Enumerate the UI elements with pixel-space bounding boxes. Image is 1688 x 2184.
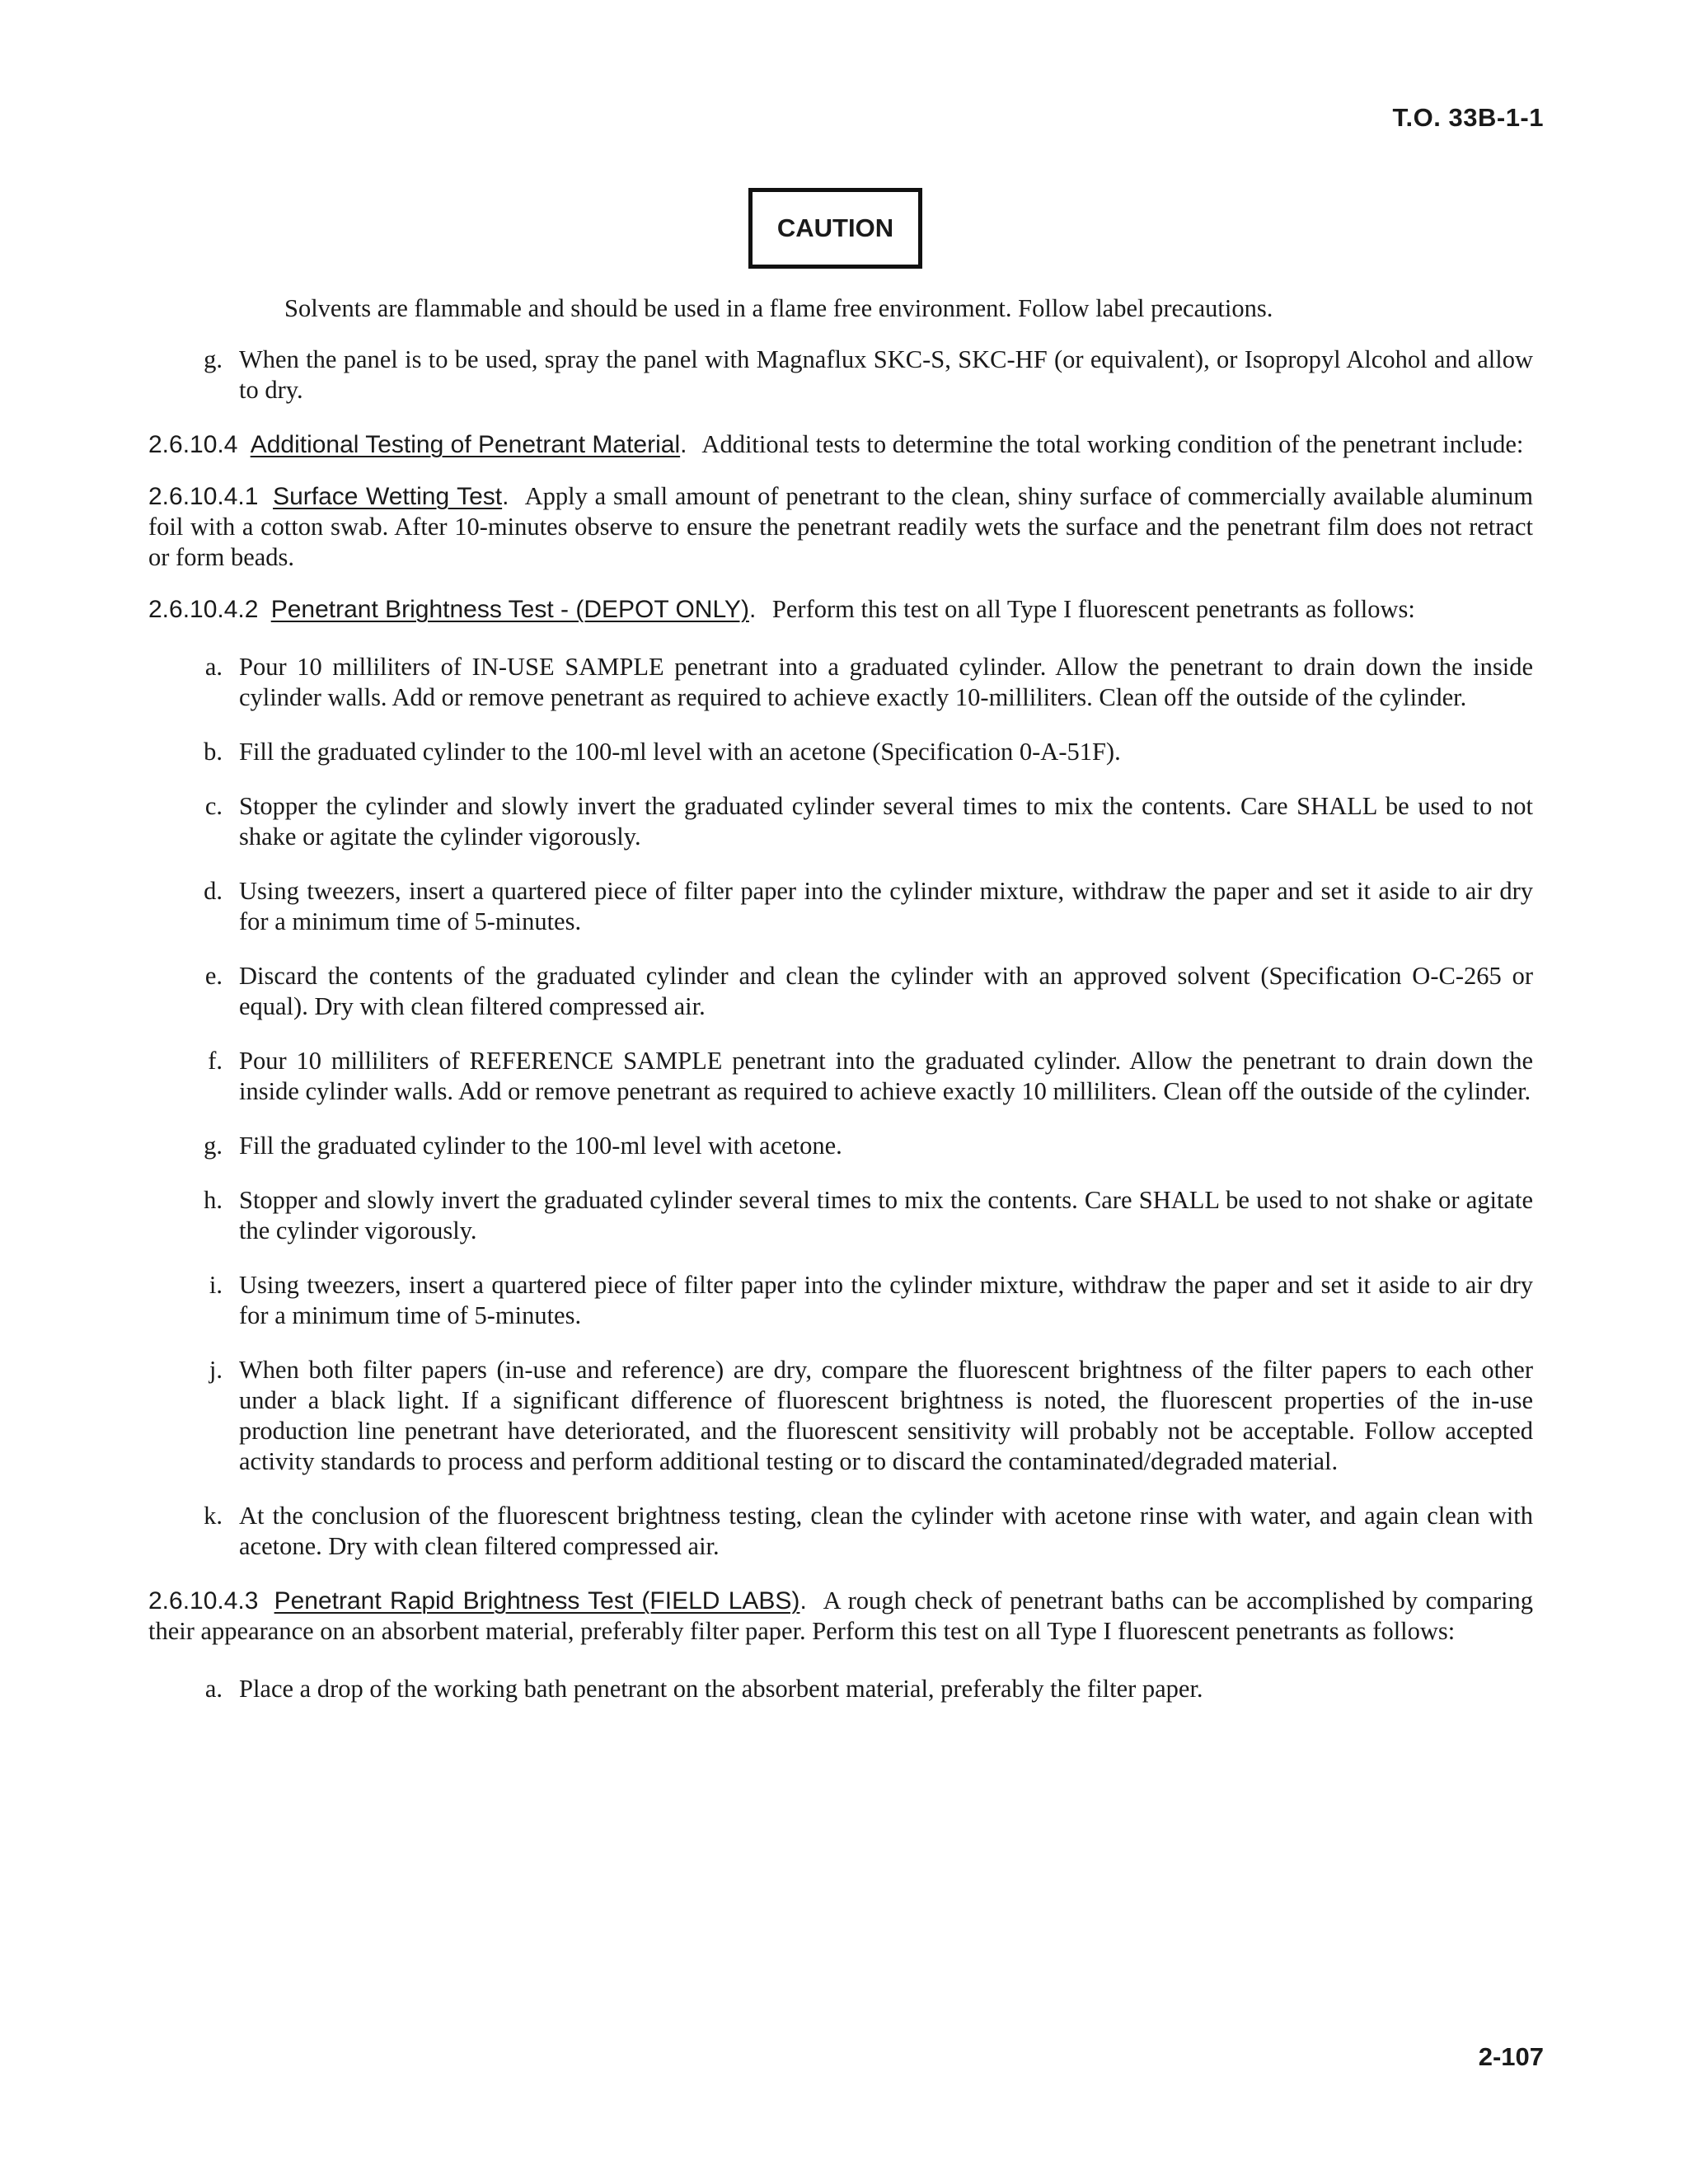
item-text: Stopper and slowly invert the graduated cylinder several times to mix the contents. Care SHALL be used to not shake or agitate the cylinder vigorously. — [239, 1186, 1533, 1244]
section-number: 2.6.10.4.2 — [148, 596, 259, 623]
section-number: 2.6.10.4.3 — [148, 1587, 259, 1615]
document-body — [148, 293, 1533, 1728]
caution-label: CAUTION — [776, 213, 894, 242]
list-item — [148, 1046, 1533, 1107]
item-letter: a. — [204, 653, 223, 681]
item-letter: j. — [209, 1356, 223, 1384]
list-item — [148, 1270, 1533, 1331]
list-item — [148, 1131, 1533, 1161]
list-item — [148, 1674, 1533, 1704]
item-letter: b. — [204, 738, 223, 766]
item-letter: g. — [204, 1132, 223, 1160]
item-text: Pour 10 milliliters of IN-USE SAMPLE penetrant into a graduated cylinder. Allow the penetrant to drain down the inside cylinder walls. Add or remove penetrant as required to achieve exactly 10-milliliters. Clean off the outside of the cylinder. — [239, 653, 1533, 711]
list-item — [148, 791, 1533, 852]
item-letter: g. — [204, 345, 223, 373]
field-steps-list — [148, 1674, 1533, 1704]
item-text: At the conclusion of the fluorescent brightness testing, clean the cylinder with acetone rinse with water, and again clean with acetone. Dry with clean filtered compressed air. — [239, 1502, 1533, 1560]
item-text: Using tweezers, insert a quartered piece of filter paper into the cylinder mixture, withdraw the paper and set it aside to air dry for a minimum time of 5-minutes. — [239, 877, 1533, 935]
item-text: Using tweezers, insert a quartered piece of filter paper into the cylinder mixture, withdraw the paper and set it aside to air dry for a minimum time of 5-minutes. — [239, 1271, 1533, 1329]
item-letter: a. — [204, 1675, 223, 1703]
list-item — [148, 1185, 1533, 1246]
item-text: Fill the graduated cylinder to the 100-ml level with an acetone (Specification 0-A-51F). — [239, 738, 1121, 766]
list-item — [148, 1355, 1533, 1477]
item-text: Pour 10 milliliters of REFERENCE SAMPLE penetrant into the graduated cylinder. Allow the penetrant to drain down the inside cylinder walls. Add or remove penetrant as required to achieve exactly 10 milliliters. Clean off the outside of the cylinder. — [239, 1047, 1533, 1105]
list-item — [148, 1501, 1533, 1562]
section-title: Penetrant Brightness Test - (DEPOT ONLY) — [270, 596, 749, 623]
item-text: When the panel is to be used, spray the panel with Magnaflux SKC-S, SKC-HF (or equivalent), or Isopropyl Alcohol and allow to dry. — [239, 345, 1533, 404]
item-text: Fill the graduated cylinder to the 100-ml level with acetone. — [239, 1132, 842, 1160]
list-item — [148, 344, 1533, 405]
section-title: Penetrant Rapid Brightness Test (FIELD LABS) — [274, 1587, 800, 1615]
list-item — [148, 876, 1533, 937]
item-text: Place a drop of the working bath penetrant on the absorbent material, preferably the filter paper. — [239, 1675, 1203, 1703]
section-title: Surface Wetting Test — [273, 483, 503, 510]
item-text: Stopper the cylinder and slowly invert the graduated cylinder several times to mix the contents. Care SHALL be used to not shake or agitate the cylinder vigorously. — [239, 792, 1533, 851]
section-title: Additional Testing of Penetrant Material — [250, 431, 681, 458]
section-body: A rough check of penetrant baths can be accomplished by comparing their appearance on an absorbent material, preferably filter paper. Perform this test on all Type I fluorescent penetrants as follows: — [148, 1586, 1533, 1645]
section-body: Additional tests to determine the total working condition of the penetrant include: — [701, 430, 1524, 458]
caution-box — [748, 188, 922, 269]
list-item — [148, 737, 1533, 767]
item-text: When both filter papers (in-use and reference) are dry, compare the fluorescent brightness of the filter papers to each other under a black light. If a significant difference of fluorescent brightness is noted, the fluorescent properties of the in-use production line penetrant have deteriorated, and the fluorescent sensitivity will probably not be acceptable. Follow accepted activity standards to process and perform additional testing or to discard the contaminated/degraded material. — [239, 1356, 1533, 1475]
item-letter: e. — [204, 962, 223, 990]
list-item — [148, 961, 1533, 1022]
section-2-6-10-4: 2.6.10.4 Additional Testing of Penetrant Material. Additional tests to determine the total working condition of the penetrant include: — [148, 430, 1524, 458]
item-letter: d. — [204, 877, 223, 905]
document-id: T.O. 33B-1-1 — [1392, 103, 1544, 132]
section-2-6-10-4-2: 2.6.10.4.2 Penetrant Brightness Test - (DEPOT ONLY). Perform this test on all Type I fluorescent penetrants as follows: — [148, 595, 1415, 623]
depot-steps-list — [148, 652, 1533, 1562]
page-number: 2-107 — [1478, 2042, 1544, 2071]
item-letter: k. — [204, 1502, 223, 1530]
item-letter: c. — [204, 792, 223, 820]
caution-text: Solvents are flammable and should be used in a flame free environment. Follow label precautions. — [284, 294, 1273, 322]
list-item — [148, 652, 1533, 713]
section-body: Apply a small amount of penetrant to the clean, shiny surface of commercially available aluminum foil with a cotton swab. After 10-minutes observe to ensure the penetrant readily wets the surface and the penetrant film does not retract or form beads. — [148, 482, 1533, 571]
item-letter: i. — [209, 1271, 223, 1299]
section-number: 2.6.10.4.1 — [148, 483, 259, 510]
item-text: Discard the contents of the graduated cylinder and clean the cylinder with an approved solvent (Specification O-C-265 or equal). Dry with clean filtered compressed air. — [239, 962, 1533, 1020]
item-letter: f. — [208, 1047, 223, 1075]
section-body: Perform this test on all Type I fluorescent penetrants as follows: — [771, 595, 1415, 623]
item-letter: h. — [204, 1186, 223, 1214]
section-2-6-10-4-3: 2.6.10.4.3 Penetrant Rapid Brightness Test (FIELD LABS). A rough check of penetrant baths can be accomplished by comparing their appearance on an absorbent material, preferably filter paper. Perform this test on all Type I fluorescent penetrants as follows: — [148, 1586, 1533, 1645]
section-2-6-10-4-1: 2.6.10.4.1 Surface Wetting Test. Apply a small amount of penetrant to the clean, shiny surface of commercially available aluminum foil with a cotton swab. After 10-minutes observe to ensure the penetrant readily wets the surface and the penetrant film does not retract or form beads. — [148, 482, 1533, 571]
section-number: 2.6.10.4 — [148, 431, 238, 458]
